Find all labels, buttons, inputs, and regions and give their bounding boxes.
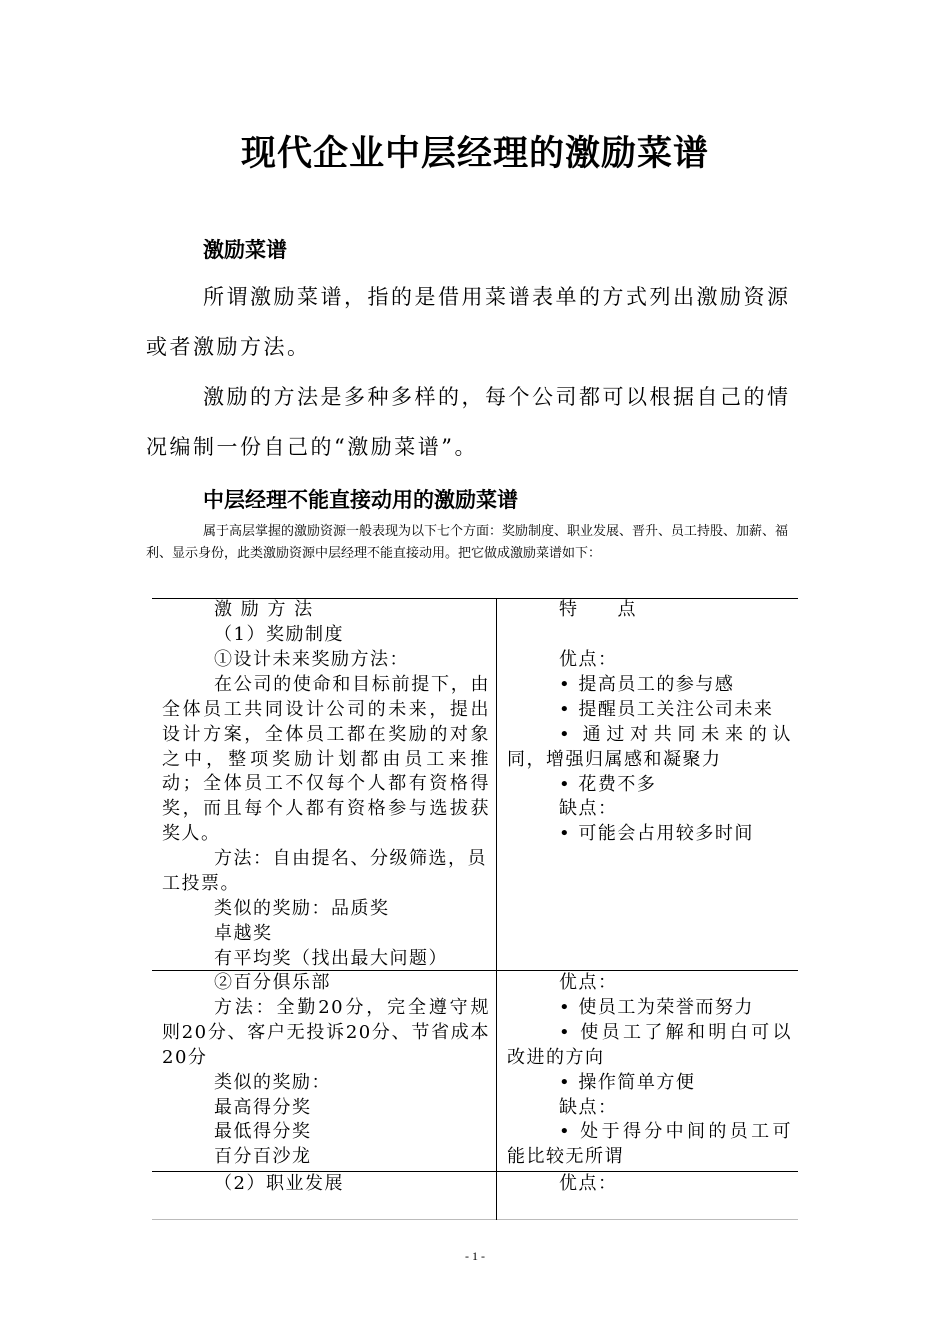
category-career-development: （2）职业发展	[214, 1173, 344, 1194]
pros-label: 优点：	[559, 972, 618, 993]
pros-label: 优点：	[559, 1173, 618, 1194]
cons-label: 缺点：	[559, 1096, 618, 1118]
bullet-icon: •	[559, 698, 579, 720]
pros-item: • 花费不多	[559, 773, 657, 795]
similar-rewards-label: 类似的奖励：	[214, 1071, 331, 1093]
bullet-icon: •	[559, 773, 579, 795]
header-features-label: 特 点	[559, 599, 637, 620]
pros-item: • 提醒员工关注公司未来	[559, 698, 774, 720]
bullet-icon: •	[559, 823, 579, 845]
similar-rewards-label: 类似的奖励：品质奖	[214, 897, 390, 919]
cons-label: 缺点：	[559, 798, 618, 820]
pros-item: • 操作简单方便	[559, 1071, 696, 1093]
item-method: 方法：自由提名、分级筛选，员工投票。	[162, 848, 487, 895]
table-column-divider	[496, 598, 497, 1220]
table-row-3-right	[507, 1172, 792, 1197]
pros-label: 优点：	[559, 649, 618, 670]
bullet-icon: •	[559, 1071, 579, 1093]
similar-reward-item: 卓越奖	[214, 922, 273, 944]
bullet-icon: •	[559, 996, 579, 1018]
pros-item: • 提高员工的参与感	[559, 673, 735, 695]
item-title-future-reward: ①设计未来奖励方法：	[214, 648, 409, 670]
bullet-icon: •	[559, 723, 583, 745]
table-row-2-right	[507, 971, 792, 1170]
similar-reward-item: 最低得分奖	[214, 1121, 312, 1143]
paragraph-definition: 所谓激励菜谱，指的是借用菜谱表单的方式列出激励资源或者激励方法。	[146, 285, 791, 359]
bullet-icon: •	[559, 1121, 581, 1143]
pros-item: • 使员工了解和明白可以改进的方向	[507, 1021, 793, 1068]
paragraph-methods: 激励的方法是多种多样的，每个公司都可以根据自己的情况编制一份自己的“激励菜谱”。	[146, 385, 791, 459]
pros-item: • 通过对共同未来的认同，增强归属感和凝聚力	[507, 723, 793, 770]
bullet-icon: •	[559, 673, 579, 695]
table-row-2-left	[162, 971, 490, 1170]
similar-reward-item: 有平均奖（找出最大问题）	[214, 947, 448, 969]
paragraph-intro: 属于高层掌握的激励资源一般表现为以下七个方面：奖励制度、职业发展、晋升、员工持股、加薪、福利、显示身份，此类激励资源中层经理不能直接动用。把它做成激励菜谱如下：	[146, 523, 789, 560]
page-number: - 1 -	[465, 1249, 485, 1263]
table-row-1-right	[507, 648, 792, 847]
similar-reward-item: 百分百沙龙	[214, 1146, 312, 1168]
pros-item: • 使员工为荣誉而努力	[559, 996, 754, 1018]
page-title: 现代企业中层经理的激励菜谱	[240, 134, 709, 174]
table-header-left	[162, 598, 490, 623]
item-description: 在公司的使命和目标前提下，由全体员工共同设计公司的未来，提出设计方案，全体员工都在奖励的对象之中，整项奖励计划都由员工来推动；全体员工不仅每个人都有资格得奖，而且每个人都有资格参与选拔获奖人。	[162, 673, 490, 845]
section-heading-indirect-menu: 中层经理不能直接动用的激励菜谱	[203, 488, 518, 512]
category-reward-system: （1）奖励制度	[214, 624, 344, 645]
item-method: 方法：全勤20分，完全遵守规则20分、客户无投诉20分、节省成本20分	[162, 996, 490, 1068]
table-header-right	[507, 598, 792, 623]
item-title-hundred-club: ②百分俱乐部	[214, 972, 331, 993]
cons-item: • 可能会占用较多时间	[559, 823, 754, 845]
section-heading-motivation-menu: 激励菜谱	[203, 238, 287, 262]
table-row-1-left	[162, 623, 490, 972]
header-methods-label: 激 励 方 法	[214, 599, 314, 620]
cons-item: • 处于得分中间的员工可能比较无所谓	[507, 1121, 793, 1168]
table-bottom-border	[152, 1219, 798, 1220]
bullet-icon: •	[559, 1021, 581, 1043]
table-row-3-left	[162, 1172, 490, 1197]
similar-reward-item: 最高得分奖	[214, 1096, 312, 1118]
